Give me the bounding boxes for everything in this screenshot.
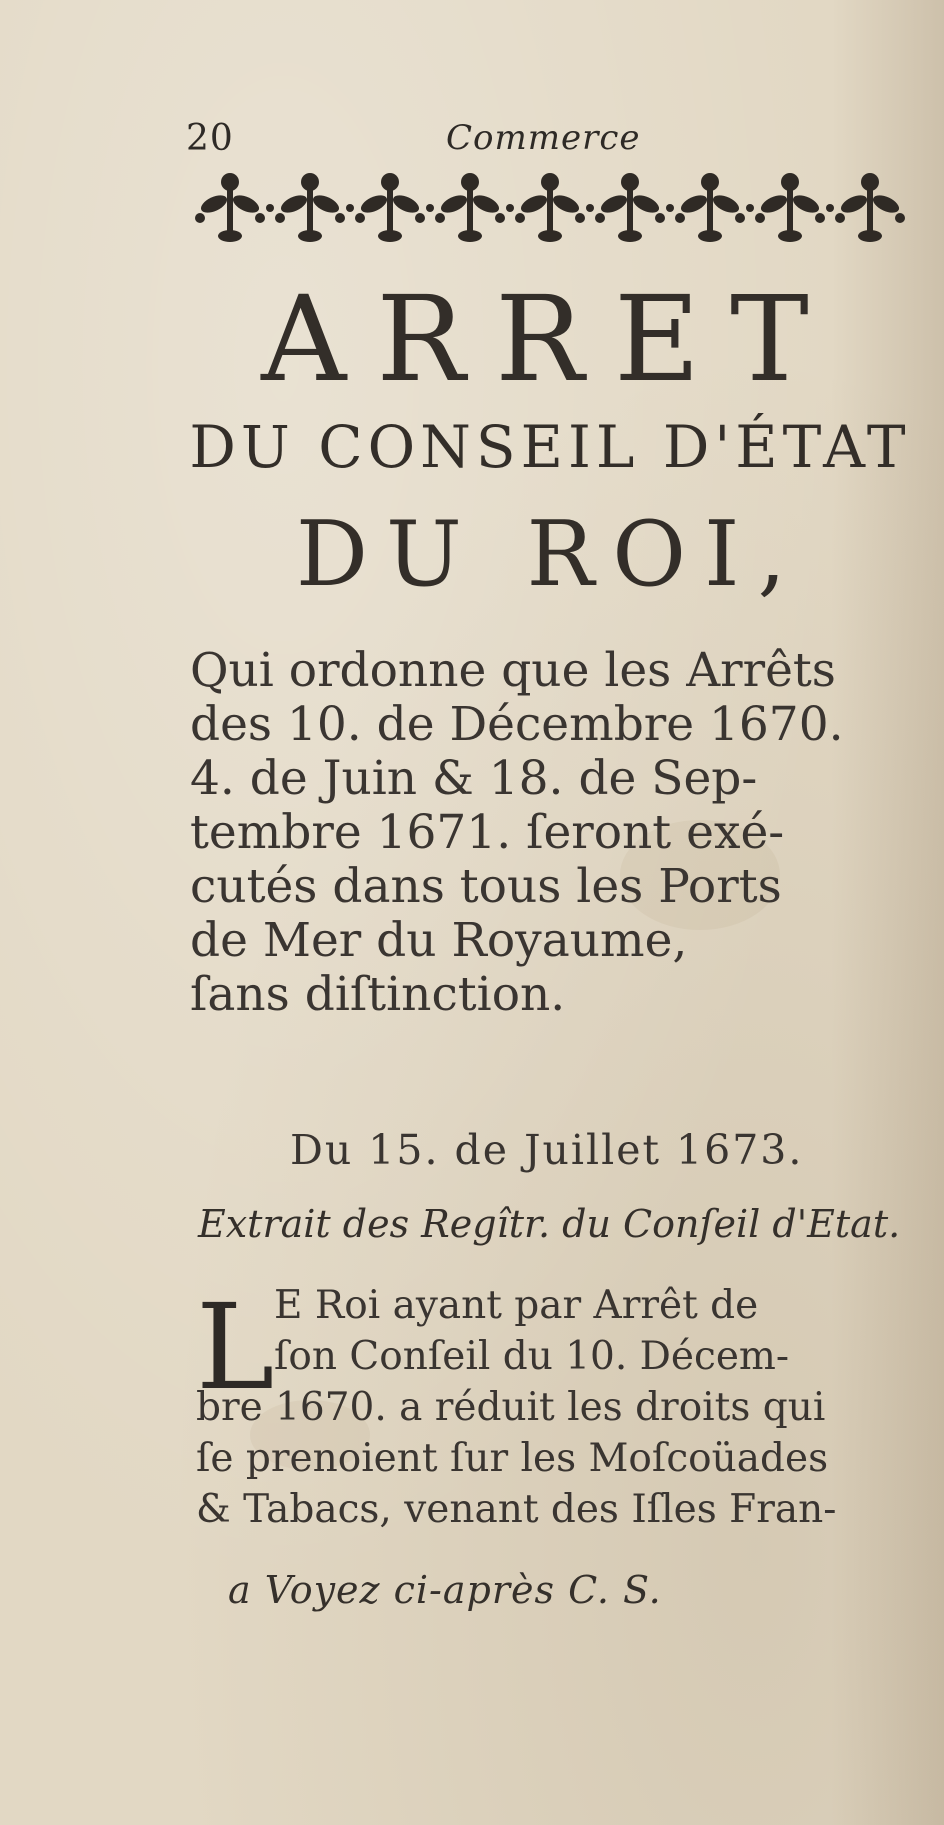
ornament-dot [346, 204, 354, 212]
decree-subtitle: DU CONSEIL D'ÉTAT [189, 413, 911, 481]
body-line: & Tabacs, venant des Iſles Fran- [196, 1487, 837, 1532]
decree-summary [190, 644, 920, 1022]
fleuron-icon [435, 173, 505, 242]
body-text [196, 1280, 910, 1535]
register-extract-line: Extrait des Regîtr. du Conſeil d'Etat. [198, 1202, 901, 1246]
page-number: 20 [186, 118, 234, 159]
ornament-dot [426, 204, 434, 212]
ornament-dot [266, 204, 274, 212]
drop-cap: L [196, 1278, 275, 1416]
ornament-dot [826, 204, 834, 212]
decree-date: Du 15. de Juillet 1673. [290, 1126, 804, 1174]
footnote: a Voyez ci-après C. S. [228, 1568, 662, 1612]
fleuron-icon [755, 173, 825, 242]
body-line: ſe prenoient ſur les Moſcoüades [196, 1436, 829, 1481]
summary-line: cutés dans tous les Ports [190, 859, 782, 914]
summary-line: des 10. de Décembre 1670. [190, 697, 844, 752]
decree-title: ARRET [261, 270, 839, 408]
fleuron-icon [515, 173, 585, 242]
ornament-dot [746, 204, 754, 212]
ornament-dot [586, 204, 594, 212]
fleuron-icon [675, 173, 745, 242]
summary-line: de Mer du Royaume, [190, 913, 688, 968]
fleuron-band-svg [190, 168, 910, 248]
running-head [186, 118, 906, 168]
ornament-dot [506, 204, 514, 212]
running-title: Commerce [446, 118, 641, 158]
summary-line: Qui ordonne que les Arrêts [190, 643, 836, 698]
body-line: bre 1670. a réduit les droits qui [196, 1385, 826, 1430]
ornament-dot [666, 204, 674, 212]
fleuron-icon [835, 173, 905, 242]
fleuron-icon [595, 173, 665, 242]
summary-line: ſans diſtinction. [190, 967, 566, 1022]
fleuron-icon [355, 173, 425, 242]
summary-line: tembre 1671. ſeront exé- [190, 805, 785, 860]
fleuron-band-icon [190, 168, 910, 248]
fleuron-icon [195, 173, 265, 242]
body-line: ſon Conſeil du 10. Décem- [274, 1334, 790, 1379]
body-line: E Roi ayant par Arrêt de [274, 1283, 759, 1328]
fleuron-icon [275, 173, 345, 242]
decree-subtitle-king: DU ROI, [295, 502, 805, 607]
summary-line: 4. de Juin & 18. de Sep- [190, 751, 758, 806]
